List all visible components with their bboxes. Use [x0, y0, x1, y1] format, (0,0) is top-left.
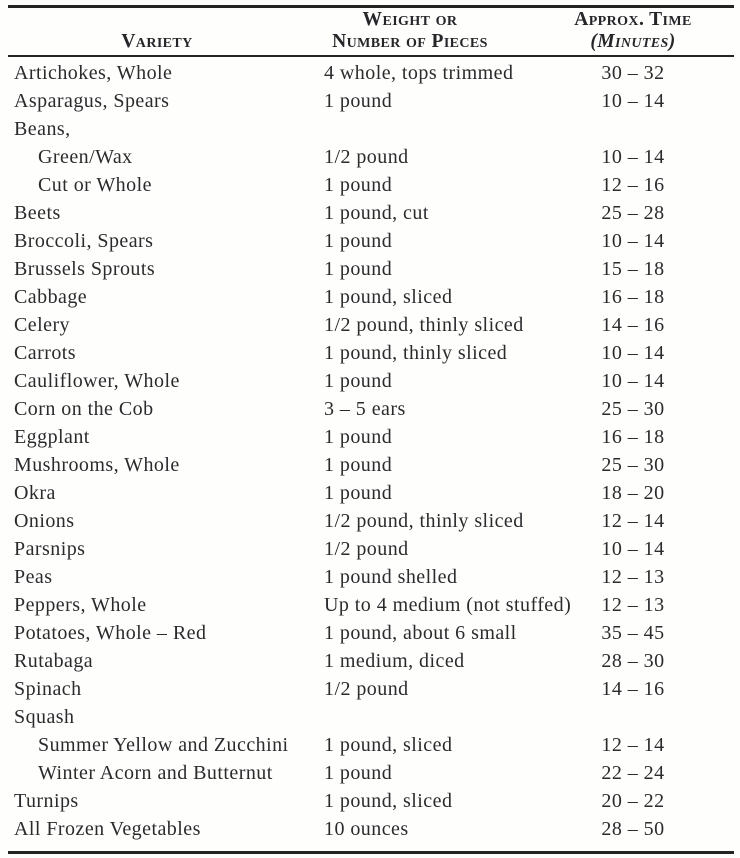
table-row — [0, 563, 740, 591]
variety-cell: Turnips — [14, 790, 79, 812]
time-cell: 25 – 30 — [601, 454, 665, 476]
time-cell: 10 – 14 — [601, 90, 665, 112]
table-row — [0, 227, 740, 255]
weight-cell: 1 pound — [324, 426, 393, 448]
table-row — [0, 115, 740, 143]
table-row — [0, 703, 740, 731]
table-row — [0, 171, 740, 199]
table-row — [0, 787, 740, 815]
variety-cell: Beets — [14, 202, 61, 224]
variety-cell: Spinach — [14, 678, 82, 700]
table-row — [0, 395, 740, 423]
time-cell: 12 – 16 — [601, 174, 665, 196]
time-cell: 12 – 13 — [601, 566, 665, 588]
table-row — [0, 367, 740, 395]
time-cell: 30 – 32 — [601, 62, 665, 84]
weight-cell: 3 – 5 ears — [324, 398, 406, 420]
table-row — [0, 815, 740, 843]
header-time-line1: Approx. Time — [574, 9, 692, 30]
time-cell — [565, 115, 701, 143]
time-cell: 18 – 20 — [601, 482, 665, 504]
table-row — [0, 731, 740, 759]
time-cell: 12 – 14 — [601, 734, 665, 756]
weight-cell: 1 pound, sliced — [324, 286, 453, 308]
weight-cell: 1 pound, sliced — [324, 790, 453, 812]
table-row — [0, 451, 740, 479]
variety-cell: Winter Acorn and Butternut — [38, 762, 273, 784]
time-cell: 28 – 30 — [601, 650, 665, 672]
weight-cell: 1/2 pound, thinly sliced — [324, 314, 524, 336]
weight-cell: 1 pound — [324, 230, 393, 252]
variety-cell: Green/Wax — [38, 146, 133, 168]
weight-cell: Up to 4 medium (not stuffed) — [324, 594, 572, 616]
table-row — [0, 647, 740, 675]
variety-cell: Cabbage — [14, 286, 88, 308]
table-body — [0, 59, 740, 843]
table-row — [0, 255, 740, 283]
variety-cell: Peas — [14, 566, 53, 588]
table-row — [0, 87, 740, 115]
weight-cell: 1 pound — [324, 90, 393, 112]
time-cell: 10 – 14 — [601, 342, 665, 364]
time-cell: 16 – 18 — [601, 286, 665, 308]
weight-cell: 1/2 pound — [324, 678, 409, 700]
time-cell: 10 – 14 — [601, 370, 665, 392]
variety-cell: Parsnips — [14, 538, 86, 560]
table-header-rule — [8, 55, 734, 57]
time-cell: 22 – 24 — [601, 762, 665, 784]
table-bottom-rule — [8, 851, 734, 854]
time-cell: 15 – 18 — [601, 258, 665, 280]
table-row — [0, 675, 740, 703]
variety-cell: Mushrooms, Whole — [14, 454, 180, 476]
time-cell: 25 – 28 — [601, 202, 665, 224]
table-row — [0, 507, 740, 535]
weight-cell — [324, 703, 565, 731]
variety-cell: Potatoes, Whole – Red — [14, 622, 207, 644]
variety-cell: Onions — [14, 510, 75, 532]
weight-cell: 1 medium, diced — [324, 650, 465, 672]
table-row — [0, 339, 740, 367]
weight-cell: 1/2 pound, thinly sliced — [324, 510, 524, 532]
header-variety: Variety — [121, 31, 193, 52]
weight-cell: 1 pound — [324, 258, 393, 280]
variety-cell: Cauliflower, Whole — [14, 370, 180, 392]
weight-cell: 1 pound — [324, 174, 393, 196]
weight-cell: 1 pound, cut — [324, 202, 429, 224]
variety-cell: Squash — [14, 706, 75, 728]
time-cell: 10 – 14 — [601, 146, 665, 168]
variety-cell: Broccoli, Spears — [14, 230, 154, 252]
variety-cell: Summer Yellow and Zucchini — [38, 734, 289, 756]
time-cell: 16 – 18 — [601, 426, 665, 448]
header-weight-line2: Number of Pieces — [332, 31, 488, 52]
table-row — [0, 591, 740, 619]
variety-cell: Asparagus, Spears — [14, 90, 170, 112]
variety-cell: Carrots — [14, 342, 77, 364]
weight-cell: 1 pound — [324, 454, 393, 476]
time-cell: 35 – 45 — [601, 622, 665, 644]
variety-cell: Okra — [14, 482, 56, 504]
weight-cell — [324, 115, 565, 143]
time-cell: 10 – 14 — [601, 230, 665, 252]
time-cell: 12 – 14 — [601, 510, 665, 532]
weight-cell: 4 whole, tops trimmed — [324, 62, 514, 84]
weight-cell: 1 pound, thinly sliced — [324, 342, 508, 364]
time-cell — [565, 703, 701, 731]
table-row — [0, 423, 740, 451]
weight-cell: 1 pound — [324, 482, 393, 504]
time-cell: 10 – 14 — [601, 538, 665, 560]
weight-cell: 1 pound, sliced — [324, 734, 453, 756]
table-row — [0, 311, 740, 339]
weight-cell: 1 pound — [324, 762, 393, 784]
variety-cell: Peppers, Whole — [14, 594, 147, 616]
time-cell: 20 – 22 — [601, 790, 665, 812]
table-row — [0, 619, 740, 647]
variety-cell: Eggplant — [14, 426, 90, 448]
table-header — [0, 0, 740, 55]
table-row — [0, 283, 740, 311]
time-cell: 25 – 30 — [601, 398, 665, 420]
time-cell: 14 – 16 — [601, 314, 665, 336]
weight-cell: 1/2 pound — [324, 146, 409, 168]
variety-cell: Celery — [14, 314, 71, 336]
table-row — [0, 759, 740, 787]
time-cell: 12 – 13 — [601, 594, 665, 616]
weight-cell: 10 ounces — [324, 818, 409, 840]
time-cell: 28 – 50 — [601, 818, 665, 840]
table-row — [0, 479, 740, 507]
variety-cell: Beans, — [14, 118, 71, 140]
header-weight-line1: Weight or — [362, 9, 458, 30]
variety-cell: Corn on the Cob — [14, 398, 154, 420]
weight-cell: 1 pound shelled — [324, 566, 458, 588]
table-row — [0, 535, 740, 563]
variety-cell: Rutabaga — [14, 650, 94, 672]
table-row — [0, 59, 740, 87]
time-cell: 14 – 16 — [601, 678, 665, 700]
variety-cell: Cut or Whole — [38, 174, 152, 196]
variety-cell: All Frozen Vegetables — [14, 818, 201, 840]
variety-cell: Brussels Sprouts — [14, 258, 156, 280]
table-row — [0, 199, 740, 227]
table-row — [0, 143, 740, 171]
header-time-line2: (Minutes) — [590, 31, 676, 52]
weight-cell: 1 pound, about 6 small — [324, 622, 517, 644]
weight-cell: 1 pound — [324, 370, 393, 392]
variety-cell: Artichokes, Whole — [14, 62, 173, 84]
weight-cell: 1/2 pound — [324, 538, 409, 560]
